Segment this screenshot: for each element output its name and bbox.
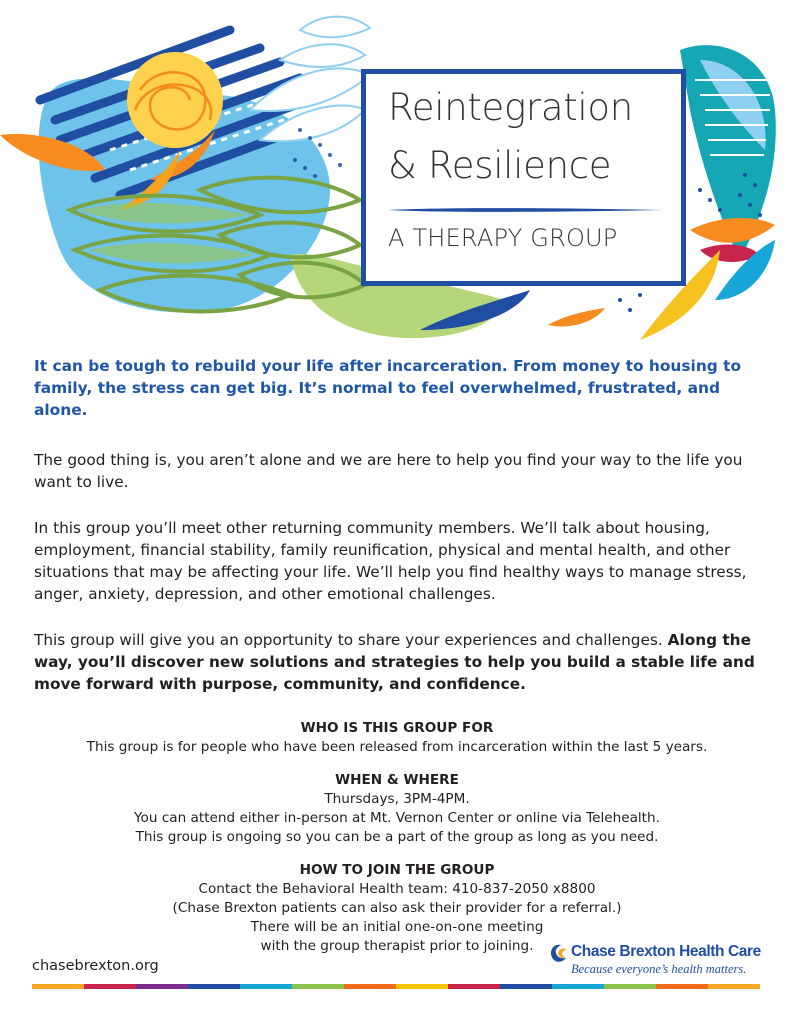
when-line-1: Thursdays, 3PM-4PM.: [324, 791, 470, 807]
join-line-3: There will be an initial one-on-one meeting: [250, 919, 544, 935]
footer-color-bar: [32, 984, 760, 989]
paragraph-3-plain: This group will give you an opportunity to share your experiences and challenges.: [34, 631, 663, 649]
join-heading: HOW TO JOIN THE GROUP: [299, 862, 495, 878]
color-bar-segment: [240, 984, 292, 989]
color-bar-segment: [448, 984, 500, 989]
color-bar-segment: [604, 984, 656, 989]
title-rule: [388, 206, 664, 214]
color-bar-segment: [32, 984, 84, 989]
title-line-1: Reintegration: [388, 86, 633, 129]
title-line-2: & Resilience: [388, 144, 612, 187]
when-section: [34, 771, 760, 847]
color-bar-segment: [656, 984, 708, 989]
color-bar-segment: [188, 984, 240, 989]
color-bar-segment: [292, 984, 344, 989]
logo-tagline: Because everyone’s health matters.: [571, 962, 747, 976]
title-subtitle: A THERAPY GROUP: [388, 224, 618, 252]
color-bar-segment: [344, 984, 396, 989]
join-line-4: with the group therapist prior to joining.: [260, 938, 534, 954]
color-bar-segment: [136, 984, 188, 989]
paragraph-2: In this group you’ll meet other returning community members. We’ll talk about housing, employment, financial stability, family reunification, physical and mental health, and other situations that may be affecting your life. We’ll help you find healthy ways to manage stress, anger, anxiety, depression, and other emotional challenges.: [34, 519, 747, 603]
footer-url[interactable]: chasebrexton.org: [32, 958, 159, 974]
logo-mark-icon: [549, 943, 569, 963]
paragraph-3-bold: Along the way, you’ll discover new solutions and strategies to help you build a stable life and move forward with purpose, community, and confidence.: [34, 631, 755, 693]
color-bar-segment: [84, 984, 136, 989]
logo-name: Chase Brexton Health Care: [571, 943, 761, 960]
color-bar-segment: [552, 984, 604, 989]
body-content: [34, 355, 760, 970]
when-line-2: You can attend either in-person at Mt. Vernon Center or online via Telehealth.: [134, 810, 660, 826]
join-line-2: (Chase Brexton patients can also ask their provider for a referral.): [172, 900, 622, 916]
join-line-1: Contact the Behavioral Health team: 410-837-2050 x8800: [198, 881, 596, 897]
who-heading: WHO IS THIS GROUP FOR: [300, 720, 494, 736]
chase-brexton-logo: [549, 941, 764, 981]
intro-text: It can be tough to rebuild your life after incarceration. From money to housing to family, the stress can get big. It’s normal to feel overwhelmed, frustrated, and alone.: [34, 357, 742, 419]
color-bar-segment: [500, 984, 552, 989]
paragraph-1: The good thing is, you aren’t alone and we are here to help you find your way to the life you want to live.: [34, 451, 743, 491]
paragraph-3: [34, 629, 760, 695]
color-bar-segment: [708, 984, 760, 989]
who-text: This group is for people who have been released from incarceration within the last 5 years.: [86, 739, 708, 755]
color-bar-segment: [396, 984, 448, 989]
when-heading: WHEN & WHERE: [335, 772, 459, 788]
title-box: [361, 69, 686, 286]
who-section: [34, 719, 760, 757]
when-line-3: This group is ongoing so you can be a part of the group as long as you need.: [135, 829, 659, 845]
